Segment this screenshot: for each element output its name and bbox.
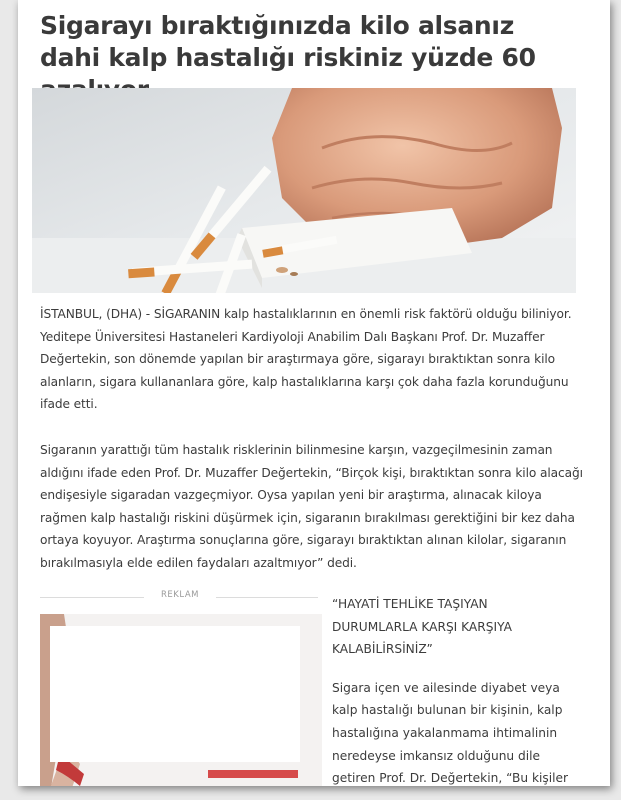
ad-label: REKLAM — [161, 590, 199, 600]
pull-quote: “HAYATİ TEHLİKE TAŞIYAN DURUMLARLA KARŞI KARŞIYA KALABİLİRSİNİZ” — [332, 597, 512, 657]
advertisement[interactable] — [40, 614, 322, 786]
article-headline: Sigarayı bıraktığınızda kilo alsanız dahi kalp hastalığı riskiniz yüzde 60 — [40, 11, 536, 72]
divider — [216, 597, 318, 598]
article-page — [18, 0, 610, 786]
ad-label-row — [40, 590, 318, 604]
side-column — [332, 593, 572, 786]
article-paragraph: İSTANBUL, (DHA) - SİGARANIN kalp hastalıklarının en önemli risk faktörü olduğu biliniyor. Yeditepe Üniversitesi Hastaneleri Kardiyoloji Anabilim Dalı Başkanı Prof. Dr. Muzaffer Değertekin, son dönemde yapılan bir araştırmaya göre, sigarayı bıraktıktan sonra kilo alanların, sigara kullananlara göre, kalp hastalıklarına karşı çok daha fazla korunduğunu ifade etti. — [40, 307, 572, 412]
ad-placeholder — [50, 626, 300, 762]
divider — [40, 597, 144, 598]
hero-image — [32, 88, 576, 293]
article-paragraph: Sigaranın yarattığı tüm hastalık risklerinin bilinmesine karşın, vazgeçilmesinin zaman aldığını ifade eden Prof. Dr. Muzaffer Değertekin, “Birçok kişi, bıraktıktan sonra kilo alacağı endişesiyle sigaradan vazgeçmiyor. Oysa yapılan yeni bir araştırma, alınacak kiloya rağmen kalp hastalığı riskini düşürmek için, sigaranın bırakılması gerektiğini bir kez daha ortaya koyuyor. Araştırma sonuçlarına göre, sigarayı bıraktıktan alınan kilolar, sigaranın bırakılmasıyla elde edilen faydaları azaltmıyor” dedi. — [40, 443, 583, 570]
article-paragraph: Sigara içen ve ailesinde diyabet veya kalp hastalığı bulunan bir kişinin, kalp hastalığına yakalanmama ihtimalinin neredeyse imkansız olduğunu dile getiren Prof. Dr. Değertekin, “Bu kişiler — [332, 680, 569, 786]
